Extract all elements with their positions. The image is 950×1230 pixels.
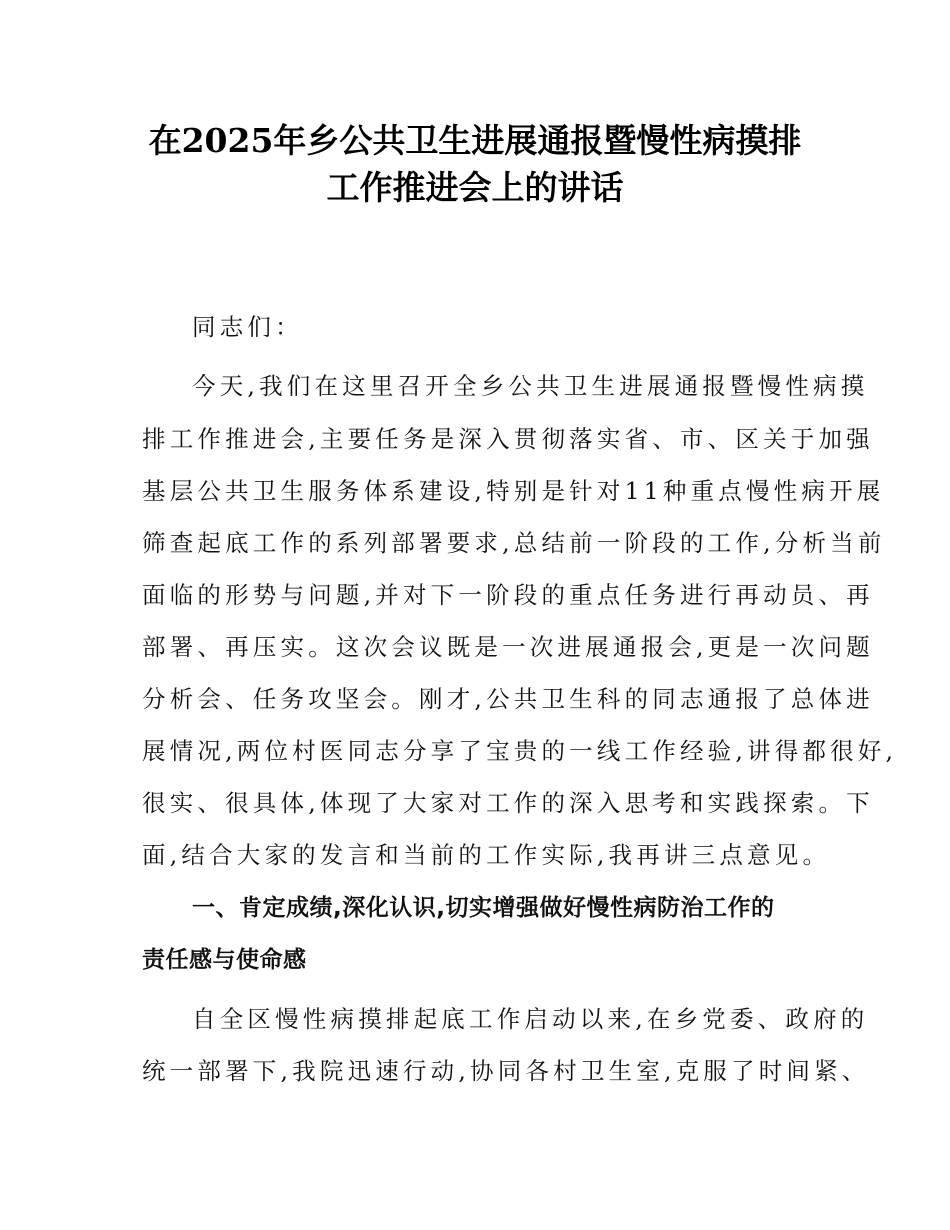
document-title-line-1: 在2025年乡公共卫生进展通报暨慢性病摸排 bbox=[148, 121, 802, 160]
paragraph-line: 展情况,两位村医同志分享了宝贵的一线工作经验,讲得都很好, bbox=[142, 737, 898, 765]
paragraph-line: 面临的形势与问题,并对下一阶段的重点任务进行再动员、再 bbox=[142, 581, 874, 609]
paragraph-line: 筛查起底工作的系列部署要求,总结前一阶段的工作,分析当前 bbox=[142, 529, 886, 557]
paragraph-line: 排工作推进会,主要任务是深入贯彻落实省、市、区关于加强 bbox=[142, 425, 874, 453]
paragraph-line: 面,结合大家的发言和当前的工作实际,我再讲三点意见。 bbox=[142, 841, 831, 869]
document-title-line-2: 工作推进会上的讲话 bbox=[326, 168, 624, 207]
paragraph-line: 今天,我们在这里召开全乡公共卫生进展通报暨慢性病摸 bbox=[192, 372, 869, 400]
paragraph-line: 统一部署下,我院迅速行动,协同各村卫生室,克服了时间紧、 bbox=[142, 1057, 870, 1085]
paragraph-line: 自全区慢性病摸排起底工作启动以来,在乡党委、政府的 bbox=[192, 1005, 869, 1033]
paragraph-line: 基层公共卫生服务体系建设,特别是针对11种重点慢性病开展 bbox=[142, 477, 885, 505]
salutation: 同志们： bbox=[192, 313, 303, 341]
paragraph-line: 很实、很具体,体现了大家对工作的深入思考和实践探索。下 bbox=[142, 789, 874, 817]
paragraph-line: 部署、再压实。这次会议既是一次进展通报会,更是一次问题 bbox=[142, 633, 874, 661]
section-heading-line-1: 一、肯定成绩,深化认识,切实增强做好慢性病防治工作的 bbox=[192, 895, 775, 921]
section-heading-line-2: 责任感与使命感 bbox=[142, 947, 307, 973]
paragraph-line: 分析会、任务攻坚会。刚才,公共卫生科的同志通报了总体进 bbox=[142, 685, 874, 713]
